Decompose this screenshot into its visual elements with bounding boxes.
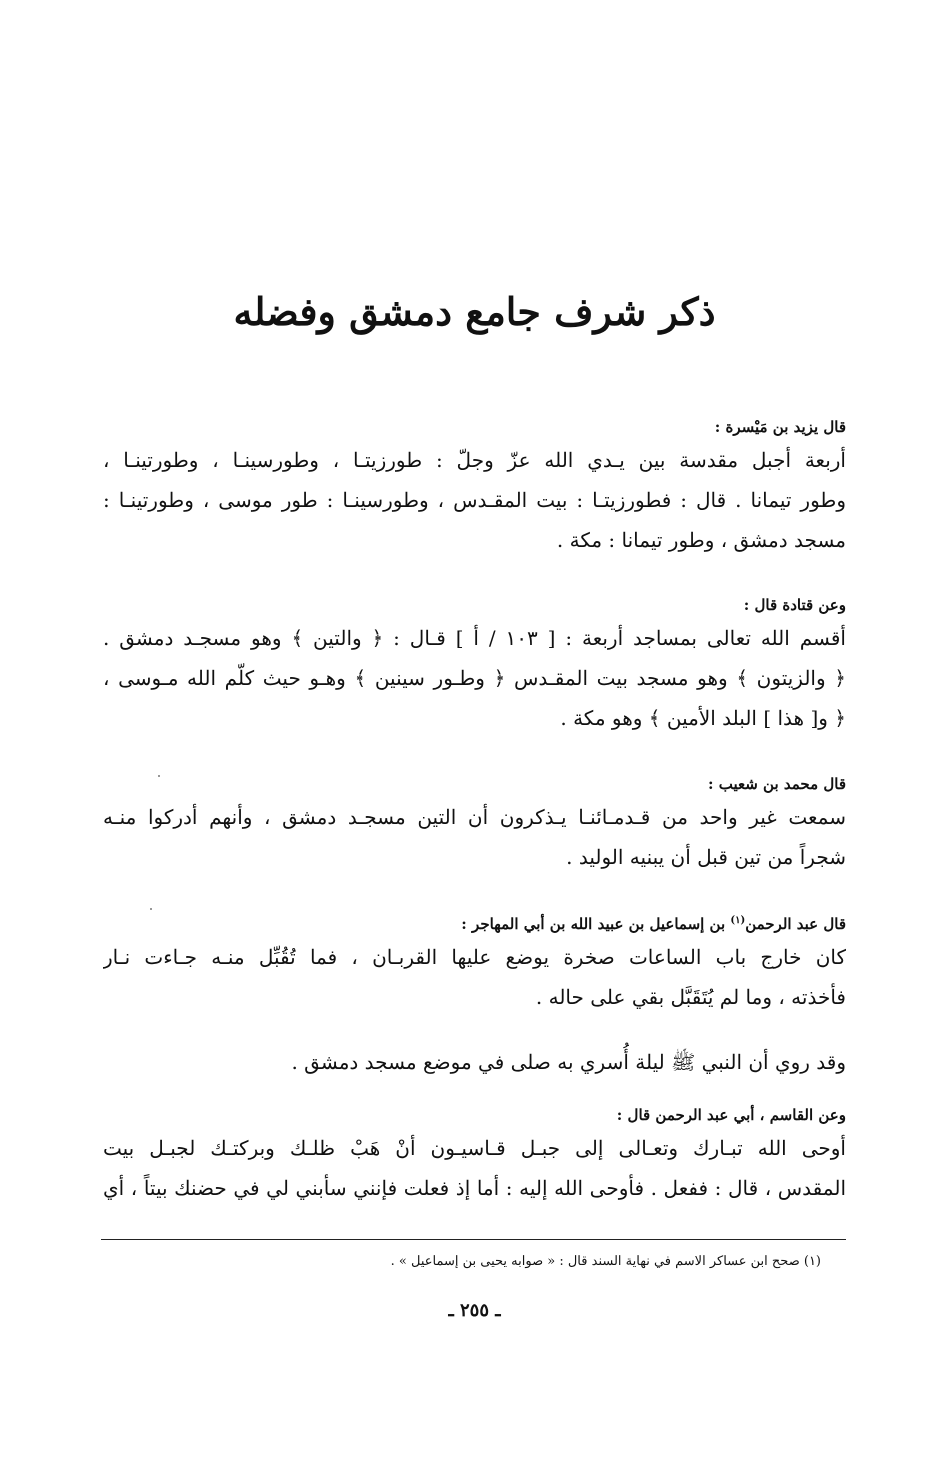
text-line: أربعة أجبل مقدسة بين يـدي الله عزّ وجلّ : طورزيتـا ، وطورسينـا ، وطورتينـا ، [103, 448, 846, 472]
section-yazid [103, 414, 846, 560]
text-line: مسجد دمشق ، وطور تيمانا : مكة . [556, 528, 846, 552]
text-line: أوحى الله تبـارك وتعـالى إلى جبـل قـاسيـون أنْ هَبْ ظلـك وبركتـك لجبـل بيت [103, 1136, 846, 1160]
text-line: وقد روي أن النبي ﷺ ليلة أُسري به صلى في موضع مسجد دمشق . [291, 1050, 846, 1074]
section-abdulrahman [103, 908, 846, 1017]
scan-speck [150, 908, 152, 910]
section-heading: قال محمد بن شعيب : [708, 775, 846, 793]
text-line: ﴿ و[ هذا ] البلد الأمين ﴾ وهو مكة . [560, 706, 846, 730]
section-heading: وعن قتادة قال : [743, 596, 846, 614]
section-heading: وعن القاسم ، أبي عبد الرحمن قال : [616, 1106, 846, 1124]
text-line: أقسم الله تعالى بمساجد أربعة : [ ١٠٣ / أ ] قـال : ﴿ والتين ﴾ وهو مسجـد دمشق . [103, 626, 846, 650]
section-heading [103, 908, 846, 937]
heading-text: قال عبد الرحمن [745, 915, 846, 933]
text-line: شجراً من تين قبل أن يبنيه الوليد . [566, 845, 846, 869]
section-muhammad [103, 771, 846, 877]
footnote-divider [101, 1239, 846, 1240]
section-prophet [103, 1042, 846, 1082]
text-line: ﴿ والزيتون ﴾ وهو مسجد بيت المقـدس ﴿ وطـور سينين ﴾ وهـو حيث كلّم الله مـوسى ، [103, 666, 846, 690]
section-heading: قال يزيد بن مَيْسرة : [714, 418, 846, 436]
footnote: (١) صحح ابن عساكر الاسم في نهاية السند قال : « صوابه يحيى بن إسماعيل » . [390, 1254, 821, 1269]
scan-speck [158, 775, 160, 777]
text-line: وطور تيمانا . قال : فطورزيتـا : بيت المقـدس ، وطورسينـا : طور موسى ، وطورتينـا : [103, 488, 846, 512]
footnote-marker: (١) [730, 915, 746, 926]
text-line: كان خارج باب الساعات صخرة يوضع عليها القربـان ، فما تُقُبِّل منـه جـاءت نـار [103, 945, 846, 969]
text-line: فأخذته ، وما لم يُتَقَبَّل بقي على حاله . [535, 985, 846, 1009]
page-number: ـ ٢٥٥ ـ [448, 1300, 501, 1321]
heading-text-rest: بن إسماعيل بن عبيد الله بن أبي المهاجر : [461, 915, 731, 933]
text-line: سمعت غير واحد من قـدمـائنـا يـذكرون أن التين مسجـد دمشق ، وأنهم أدركوا منـه [103, 805, 846, 829]
section-qatada [103, 592, 846, 738]
page-title: ذكر شرف جامع دمشق وفضله [233, 289, 716, 334]
section-qasim [103, 1102, 846, 1208]
text-line: المقدس ، قال : ففعل . فأوحى الله إليه : أما إذ فعلت فإنني سأبني لي في حضنك بيتاً ، أي [103, 1176, 846, 1200]
